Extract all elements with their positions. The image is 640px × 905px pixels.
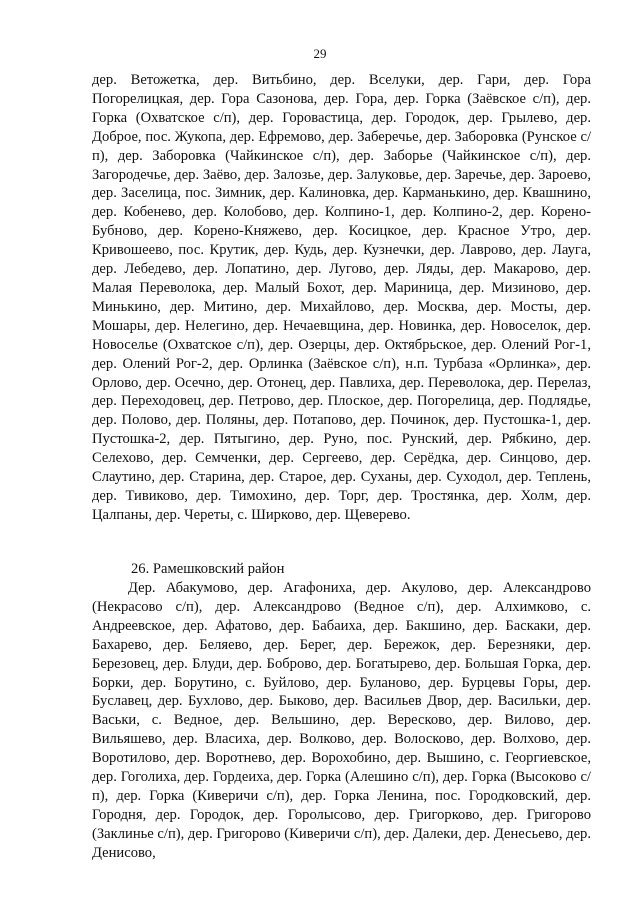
section-paragraph: Дер. Абакумово, дер. Агафониха, дер. Акулово, дер. Александрово (Некрасово с/п), дер. Александрово (Ведное с/п), дер. Алхимково, с. Андреевское, дер. Афатово, дер. Бабаиха, дер. Бакшино, дер. Баскаки, дер. Бахарево, дер. Беляево, дер. Берег, дер. Бережок, дер. Березняки, дер. Березовец, дер. Блуди, дер. Боброво, дер. Богатырево, дер. Большая Горка, дер. Борки, дер. Борутино, с. Буйлово, дер. Буланово, дер. Бурцевы Горы, дер. Буславец, дер. Бухлово, дер. Быково, дер. Васильев Двор, дер. Васильки, дер. Васьки, с. Ведное, дер. Вельшино, дер. Вересково, дер. Вилово, дер. Вильяшево, дер. Власиха, дер. Волково, дер. Волосково, дер. Волхово, дер. Воротилово, дер. Воротнево, дер. Ворохобино, дер. Вышино, с. Георгиевское, дер. Гоголиха, дер. Гордеиха, дер. Горка (Алешино с/п), дер. Горка (Высоково с/п), дер. Горка (Киверичи с/п), дер. Горка Ленина, пос. Городковский, дер. Городня, дер. Городок, дер. Горолысово, дер. Григорково, дер. Григорово (Заклинье с/п), дер. Григорово (Киверичи с/п), дер. Далеки, дер. Денесьево, дер. Денисово,	[92, 580, 591, 861]
settlement-list-paragraph: дер. Ветожетка, дер. Витьбино, дер. Вселуки, дер. Гари, дер. Гора Погорелицкая, дер. Гора Сазонова, дер. Гора, дер. Горка (Заёвское с/п), дер. Горка (Охватское с/п), дер. Горовастица, дер. Городок, дер. Грылево, дер. Доброе, пос. Жукопа, дер. Ефремово, дер. Заберечье, дер. Заборовка (Рунское с/п), дер. Заборовка (Чайкинское с/п), дер. Заборье (Чайкинское с/п), дер. Загородечье, дер. Заёво, дер. Залозье, дер. Залуковье, дер. Заречье, дер. Зароево, дер. Заселица, пос. Зимник, дер. Калиновка, дер. Карманькино, дер. Квашнино, дер. Кобенево, дер. Колобово, дер. Колпино-1, дер. Колпино-2, дер. Корено-Бубново, дер. Корено-Княжево, дер. Косицкое, дер. Красное Утро, дер. Кривошеево, пос. Крутик, дер. Кудь, дер. Кузнечки, дер. Лаврово, дер. Лауга, дер. Лебедево, дер. Лопатино, дер. Лугово, дер. Ляды, дер. Макарово, дер. Малая Переволока, дер. Малый Бохот, дер. Мариница, дер. Мизиново, дер. Минькино, дер. Митино, дер. Михайлово, дер. Москва, дер. Мосты, дер. Мошары, дер. Нелегино, дер. Нечаевщина, дер. Новинка, дер. Новоселок, дер. Новоселье (Охватское с/п), дер. Озерцы, дер. Октябрьское, дер. Олений Рог-1, дер. Олений Рог-2, дер. Орлинка (Заёвское с/п), н.п. Турбаза «Орлинка», дер. Орлово, дер. Осечно, дер. Отонец, дер. Павлиха, дер. Переволока, дер. Перелаз, дер. Переходовец, дер. Петрово, дер. Плоское, дер. Погорелица, дер. Подлядье, дер. Полово, дер. Поляны, дер. Потапово, дер. Починок, дер. Пустошка-1, дер. Пустошка-2, дер. Пятыгино, дер. Руно, пос. Рунский, дер. Рябкино, дер. Селехово, дер. Семченки, дер. Сергеево, дер. Серёдка, дер. Синцово, дер. Слаутино, дер. Старина, дер. Старое, дер. Суханы, дер. Суходол, дер. Теплень, дер. Тивиково, дер. Тимохино, дер. Торг, дер. Тростянка, дер. Холм, дер. Цалпаны, дер. Череты, с. Ширково, дер. Щеверево.	[92, 72, 591, 523]
section-heading: 26. Рамешковский район	[131, 561, 285, 577]
page-number: 29	[313, 46, 327, 61]
